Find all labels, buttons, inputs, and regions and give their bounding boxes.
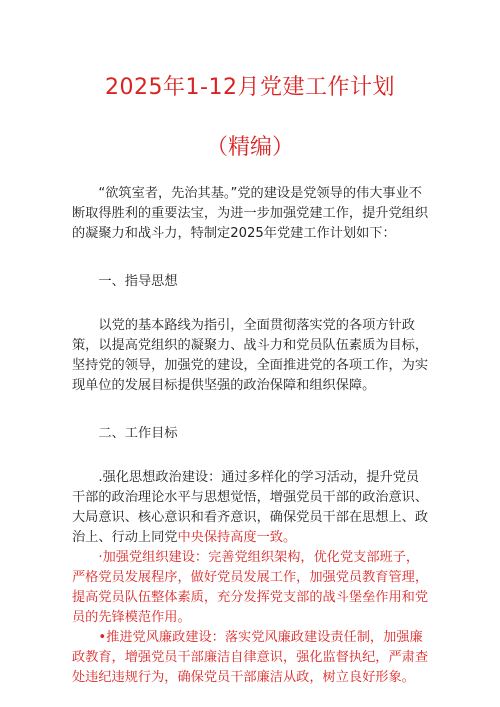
section-heading-work-goals: 二、工作目标: [98, 426, 178, 441]
guiding-thought-paragraph: 以党的基本路线为指引，全面贯彻落实党的各项方针政策，以提高党组织的凝聚力、战斗力和党员队伍素质为目标，坚持党的领导，加强党的建设，全面推进党的各项工作，为实现单位的发展目标提供坚强的政治保障和组织保障。: [72, 318, 429, 393]
document-subtitle: （精编）: [205, 135, 294, 160]
goal-item-organization: ·加强党组织建设：完善党组织架构，优化党支部班子，严格党员发展程序，做好党员发展工作，加强党员教育管理，提高党员队伍整体素质，充分发挥党支部的战斗堡垒作用和党员的先锋模范作用。: [72, 550, 429, 625]
document-title: 2025年1-12月党建工作计划: [105, 75, 395, 100]
goal-item-ideological-highlight: 中央保持高度一致。: [177, 530, 297, 545]
intro-paragraph: “欲筑室者，先治其基。”党的建设是党领导的伟大事业不断取得胜利的重要法宝，为进一步加强党建工作，提升党组织的凝聚力和战斗力，特制定2025年党建工作计划如下：: [72, 186, 429, 241]
document-body: [72, 184, 430, 688]
section-heading-guiding-thought: 一、指导思想: [98, 274, 178, 289]
goal-item-ideological-text: .强化思想政治建设：通过多样化的学习活动，提升党员干部的政治理论水平与思想觉悟，增强党员干部的政治意识、大局意识、核心意识和看齐意识，确保党员干部在思想上、政治上、行动上同党: [72, 470, 429, 545]
goal-item-integrity: •推进党风廉政建设：落实党风廉政建设责任制，加强廉政教育，增强党员干部廉洁自律意识，强化监督执纪，严肃查处违纪违规行为，确保党员干部廉洁从政，树立良好形象。: [72, 630, 429, 685]
goal-item-ideological: [72, 468, 430, 548]
